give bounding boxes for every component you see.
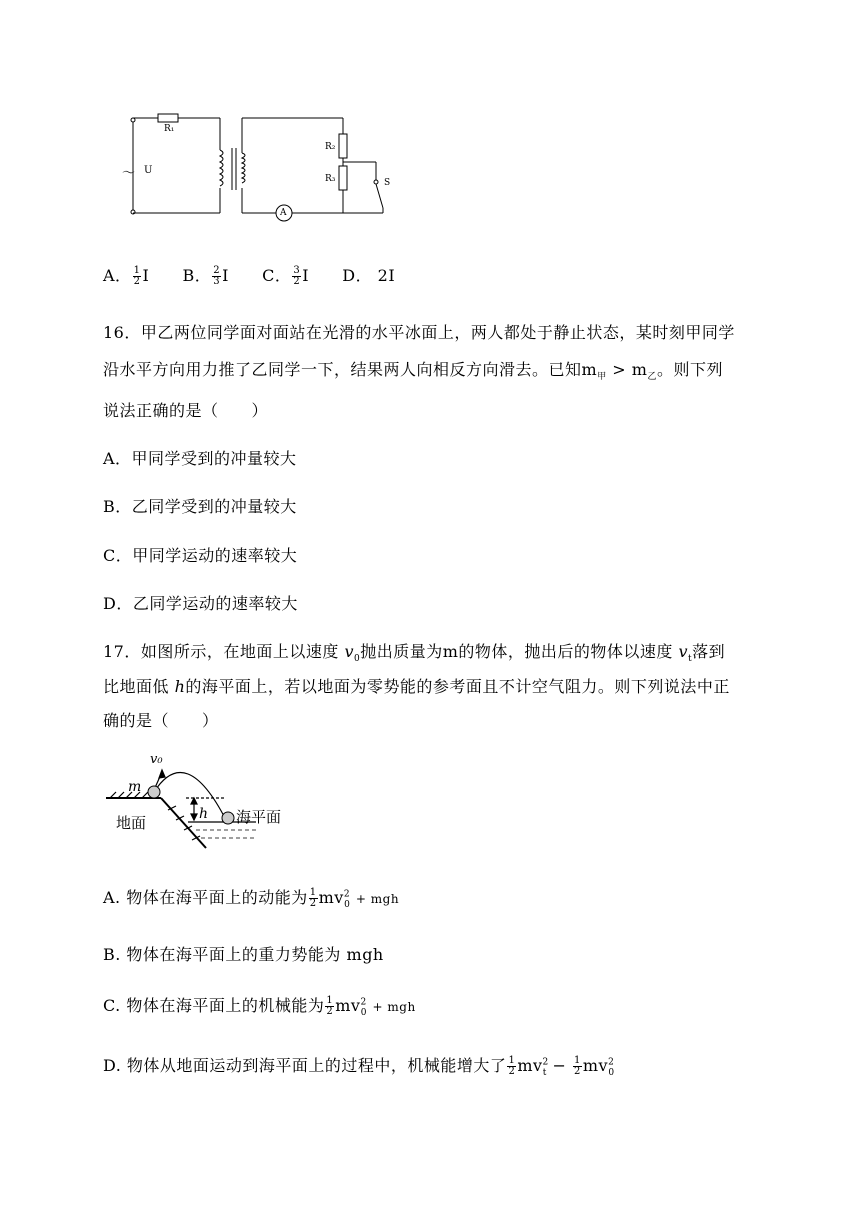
q15-option-d: D． 2I xyxy=(342,266,396,285)
q16-option-b: B．乙同学受到的冲量较大 xyxy=(103,497,297,516)
q17-line1: 17．如图所示，在地面上以速度 $v_0$抛出质量为m的物体，抛出后的物体以速度 $v_t$落到 xyxy=(103,642,726,665)
label-s: S xyxy=(384,178,391,188)
fig-label-h: h xyxy=(199,806,209,822)
q15-option-a-prefix: A． xyxy=(103,266,132,285)
q15-option-a-frac: $\frac{1}{2}$ xyxy=(133,265,141,287)
q16-option-a: A．甲同学受到的冲量较大 xyxy=(103,449,297,468)
transformer-circuit-diagram xyxy=(118,108,408,228)
q15-option-b-prefix: B． xyxy=(182,266,212,285)
label-r3: R₃ xyxy=(325,174,336,184)
q17-option-b: B. 物体在海平面上的重力势能为 mgh xyxy=(103,945,384,964)
q16-line2: 沿水平方向用力推了乙同学一下，结果两人向相反方向滑去。已知$m_甲 > m_乙$。则下列 xyxy=(103,360,723,383)
q15-option-c-frac: $\frac{3}{2}$ xyxy=(293,265,301,287)
label-tilde: ～ xyxy=(122,166,136,181)
fig-label-m: m xyxy=(128,779,142,795)
q15-option-b-frac: $\frac{2}{3}$ xyxy=(213,265,221,287)
projectile-diagram xyxy=(106,752,286,852)
q17-option-a: A. 物体在海平面上的动能为 $\frac{1}{2}$ $mv^2_0$ + mgh xyxy=(103,887,400,911)
q17-option-c: C. 物体在海平面上的机械能为 $\frac{1}{2}$ $mv^2_0$ + mgh xyxy=(103,995,416,1019)
q17-option-d: D. 物体从地面运动到海平面上的过程中，机械能增大了 $\frac{1}{2}$ $mv^2_t$ − $\frac{1}{2}$ $mv^2_0$ xyxy=(103,1055,615,1079)
ammeter-label: A xyxy=(280,208,287,218)
fig-label-v0: v₀ xyxy=(150,752,163,767)
q16-option-d: D．乙同学运动的速率较大 xyxy=(103,594,298,613)
q16-option-c: C．甲同学运动的速率较大 xyxy=(103,546,298,565)
fig-label-ground: 地面 xyxy=(116,814,147,832)
q17-line2: 比地面低 h的海平面上，若以地面为零势能的参考面且不计空气阻力。则下列说法中正 xyxy=(103,677,730,696)
q15-options: A． $\frac{1}{2}$ I B． $\frac{2}{3}$ I C． $\frac{3}{2}$ I D． 2I xyxy=(103,265,396,287)
fig-label-sea: 海平面 xyxy=(236,808,282,826)
label-u: U xyxy=(144,165,153,176)
q16-line1: 16．甲乙两位同学面对面站在光滑的水平冰面上，两人都处于静止状态，某时刻甲同学 xyxy=(103,323,735,342)
q16-line3: 说法正确的是（ ） xyxy=(103,401,269,420)
q17-line3: 确的是（ ） xyxy=(103,711,219,730)
label-r2: R₂ xyxy=(325,142,336,152)
q15-option-c-prefix: C． xyxy=(262,266,292,285)
label-r1: R₁ xyxy=(164,124,175,134)
